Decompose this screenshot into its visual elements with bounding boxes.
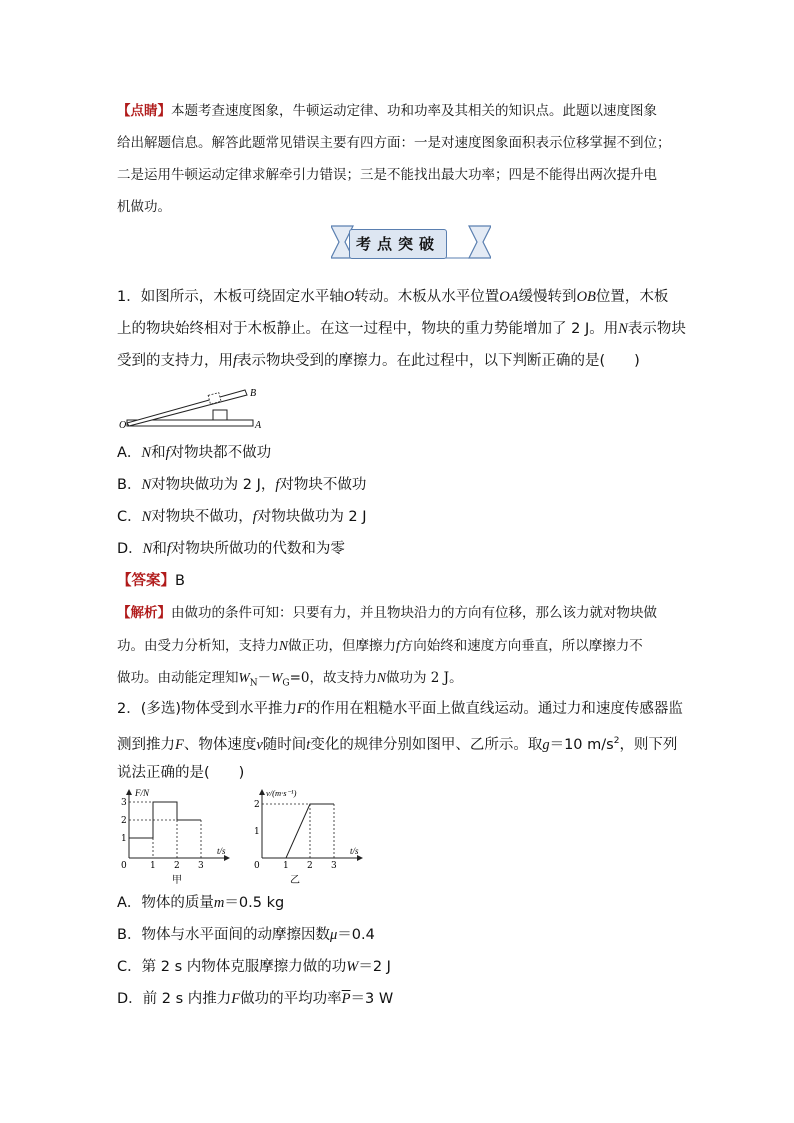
section-banner-title: 考点突破 (349, 229, 447, 259)
svg-text:F/N: F/N (135, 788, 150, 798)
force-time-graph (117, 786, 237, 886)
label-B: B (250, 388, 257, 399)
q1-answer: 【答案】B (117, 573, 185, 589)
caption-jia: 甲 (172, 875, 182, 886)
q2-option-b: B．物体与水平面间的动摩擦因数μ＝0.4 (117, 927, 375, 943)
q1-jiexi-line-1: 【解析】由做功的条件可知：只要有力，并且物块沿力的方向有位移，那么该力就对物块做 (117, 605, 657, 621)
q1-line-3: 受到的支持力，用f表示物块受到的摩擦力。在此过程中，以下判断正确的是( ) (117, 353, 640, 369)
q2-option-a: A．物体的质量m＝0.5 kg (117, 895, 285, 911)
q2-line-3: 说法正确的是( ) (117, 765, 245, 781)
q1-option-a: A．N和f对物块都不做功 (117, 445, 272, 461)
dianjing-tag: 【点睛】 (117, 103, 171, 119)
svg-text:2: 2 (121, 816, 127, 826)
svg-text:2: 2 (254, 800, 260, 810)
label-A: A (255, 420, 262, 431)
q2-line-2: 测到推力F、物体速度v随时间t变化的规律分别如图甲、乙所示。取g＝10 $m/s^2$，则下列 (117, 736, 678, 753)
q1-option-d: D．N和f对物块所做功的代数和为零 (117, 541, 345, 557)
svg-text:t/s: t/s (217, 846, 226, 856)
svg-text:3: 3 (331, 861, 337, 871)
svg-text:0: 0 (121, 861, 127, 871)
q2-line-1: 2．(多选)物体受到水平推力F的作用在粗糙水平面上做直线运动。通过力和速度传感器监 (117, 701, 683, 717)
svg-text:1: 1 (121, 834, 127, 844)
caption-yi: 乙 (290, 875, 300, 886)
q1-jiexi-line-2: 功。由受力分析知，支持力N做正功，但摩擦力f方向始终和速度方向垂直，所以摩擦力不 (117, 638, 643, 654)
dianjing-line-1: 【点睛】本题考查速度图象，牛顿运动定律、功和功率及其相关的知识点。此题以速度图象 (117, 103, 657, 119)
q1-line-1: 1．如图所示，木板可绕固定水平轴O转动。木板从水平位置OA缓慢转到OB位置，木板 (117, 289, 669, 305)
svg-text:3: 3 (121, 798, 127, 808)
q2-option-c: C．第 2 s 内物体克服摩擦力做的功W＝2 J (117, 959, 391, 975)
q1-option-c: C．N对物块不做功，f对物块做功为 2 J (117, 509, 367, 525)
dianjing-line-2: 给出解题信息。解答此题常见错误主要有四方面：一是对速度图象面积表示位移掌握不到位； (117, 135, 671, 151)
svg-text:1: 1 (150, 861, 156, 871)
svg-text:2: 2 (307, 861, 313, 871)
q2-option-d: D．前 2 s 内推力F做功的平均功率$\overline{P}=3$ W (117, 991, 394, 1007)
q1-line-2: 上的物块始终相对于木板静止。在这一过程中，物块的重力势能增加了 2 J。用N表示物块 (117, 321, 686, 337)
q1-jiexi-line-3: 做功。由动能定理知$W_N-W_G=0$，故支持力N做功为 2 J。 (117, 670, 463, 689)
svg-text:t/s: t/s (350, 846, 359, 856)
svg-text:2: 2 (174, 861, 180, 871)
dianjing-line-4: 机做功。 (117, 199, 171, 215)
dianjing-line-3: 二是运用牛顿运动定律求解牵引力错误；三是不能找出最大功率；四是不能得出两次提升电 (117, 167, 657, 183)
q1-board-figure (117, 384, 267, 434)
svg-text:3: 3 (198, 861, 204, 871)
svg-text:v/(m·s⁻¹): v/(m·s⁻¹) (266, 788, 297, 798)
label-O: O (119, 420, 127, 431)
q1-option-b: B．N对物块做功为 2 J，f对物块不做功 (117, 477, 367, 493)
svg-text:1: 1 (283, 861, 289, 871)
svg-text:0: 0 (254, 861, 260, 871)
svg-text:1: 1 (254, 827, 260, 837)
velocity-time-graph (250, 786, 370, 886)
